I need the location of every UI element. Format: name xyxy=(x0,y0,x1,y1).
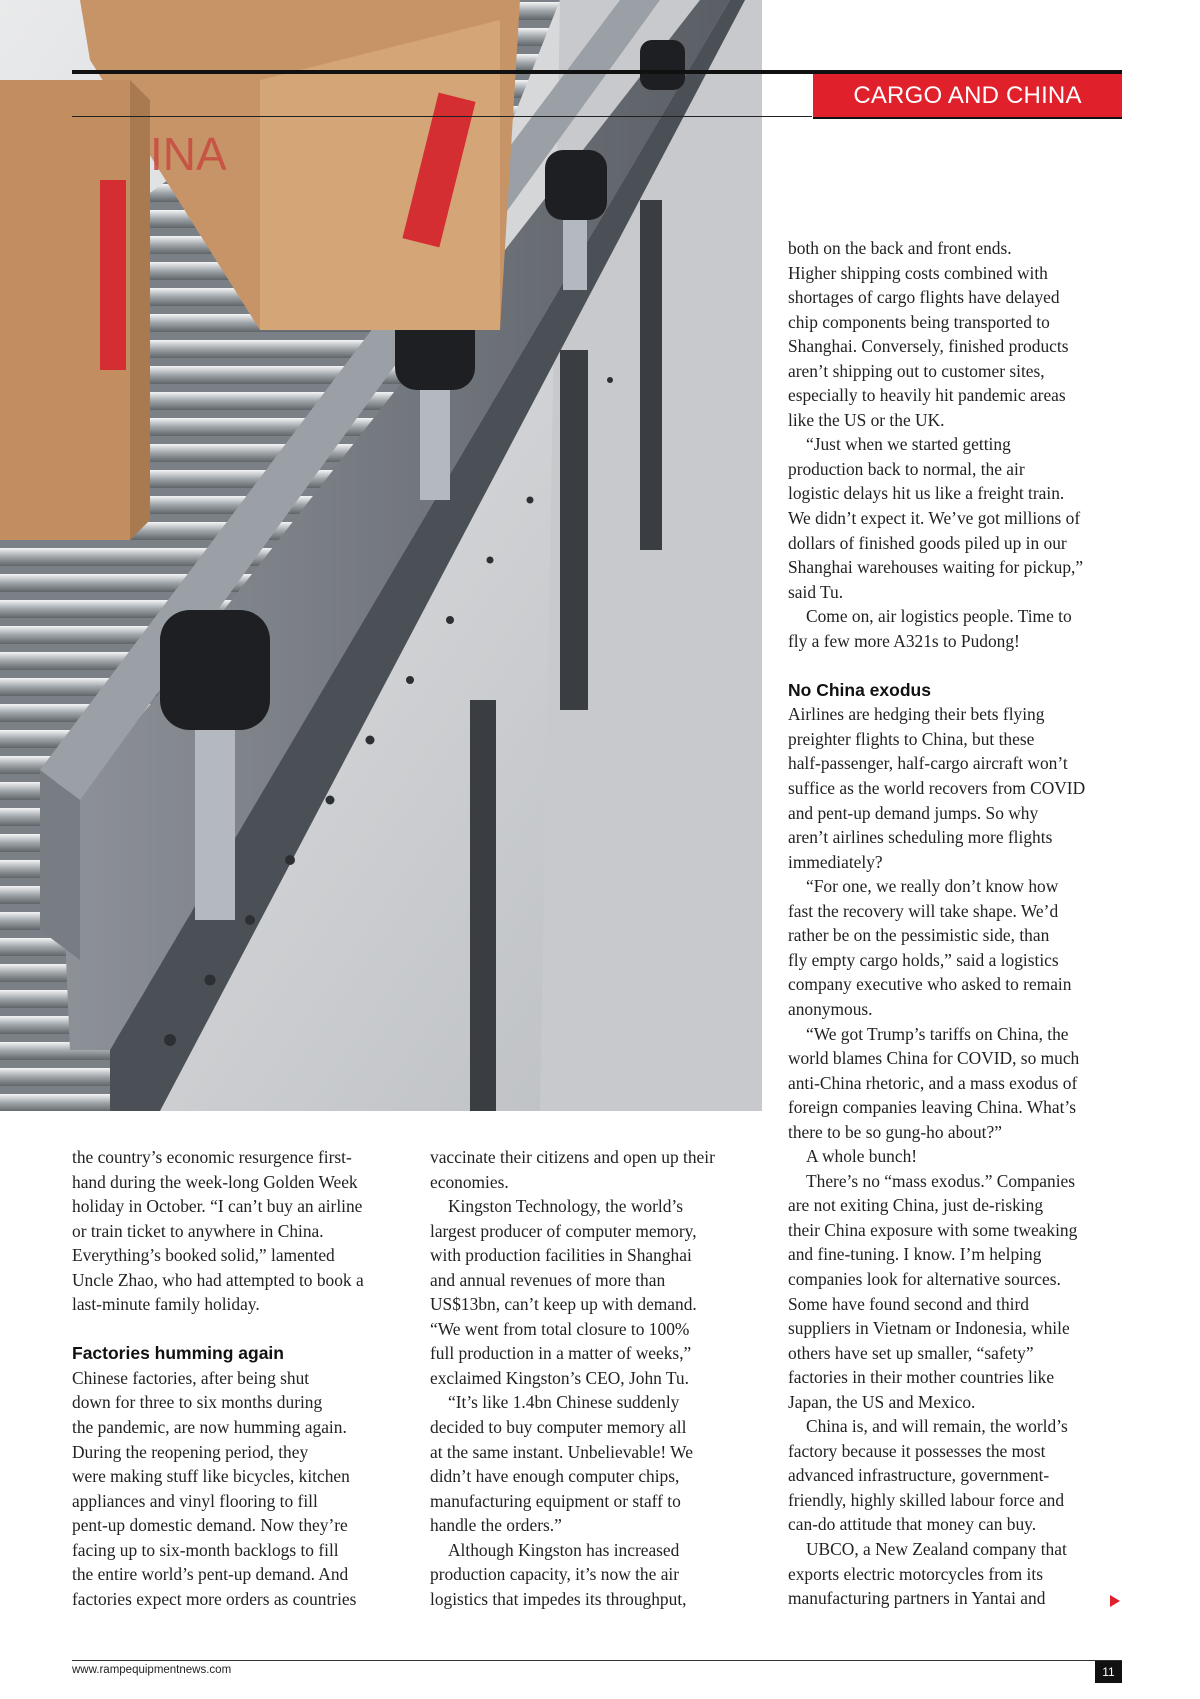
text-line: fly empty cargo holds,” said a logistics xyxy=(788,949,1059,970)
conveyor-photo xyxy=(0,0,762,1111)
subheading: Factories humming again xyxy=(72,1343,284,1364)
text-line: there to be so gung-ho about?” xyxy=(788,1121,1002,1142)
text-line: like the US or the UK. xyxy=(788,409,945,430)
text-line: with production facilities in Shanghai xyxy=(430,1245,692,1266)
text-line: foreign companies leaving China. What’s xyxy=(788,1097,1076,1118)
text-line: “It’s like 1.4bn Chinese suddenly xyxy=(448,1392,680,1413)
text-line: and fine-tuning. I know. I’m helping xyxy=(788,1244,1042,1265)
article-column-2 xyxy=(430,1145,760,1611)
text-line: facing up to six-month backlogs to fill xyxy=(72,1539,339,1560)
text-line: both on the back and front ends. xyxy=(788,238,1012,258)
article-column-3 xyxy=(788,236,1118,1611)
text-line: at the same instant. Unbelievable! We xyxy=(430,1441,693,1462)
text-line: Higher shipping costs combined with xyxy=(788,262,1048,283)
paragraph xyxy=(788,236,1118,432)
text-line: factories in their mother countries like xyxy=(788,1367,1055,1388)
text-line: factories expect more orders as countries xyxy=(72,1588,357,1609)
text-line: and annual revenues of more than xyxy=(430,1269,666,1290)
text-line: A whole bunch! xyxy=(806,1146,918,1167)
text-line: holiday in October. “I can’t buy an airline xyxy=(72,1196,363,1217)
text-line: Shanghai. Conversely, finished products xyxy=(788,336,1069,357)
paragraph xyxy=(788,1169,1118,1414)
text-line: US$13bn, can’t keep up with demand. xyxy=(430,1294,697,1315)
paragraph xyxy=(72,1145,402,1317)
section-label: CARGO AND CHINA xyxy=(813,74,1122,119)
text-line: down for three to six months during xyxy=(72,1392,323,1413)
text-line: anti-China rhetoric, and a mass exodus of xyxy=(788,1072,1078,1093)
text-line: fly a few more A321s to Pudong! xyxy=(788,630,1020,651)
text-line: the entire world’s pent-up demand. And xyxy=(72,1564,349,1585)
text-line: Come on, air logistics people. Time to xyxy=(806,606,1072,627)
paragraph xyxy=(788,1022,1118,1145)
text-line: companies look for alternative sources. xyxy=(788,1268,1061,1289)
text-line: manufacturing partners in Yantai and xyxy=(788,1588,1046,1609)
text-line: During the reopening period, they xyxy=(72,1441,309,1462)
text-line: aren’t airlines scheduling more flights xyxy=(788,827,1053,848)
paragraph xyxy=(788,702,1118,874)
text-line: Airlines are hedging their bets flying xyxy=(788,704,1045,725)
text-line: didn’t have enough computer chips, xyxy=(430,1466,680,1487)
text-line: suffice as the world recovers from COVID xyxy=(788,778,1086,799)
text-line: pent-up domestic demand. Now they’re xyxy=(72,1515,348,1536)
text-line: advanced infrastructure, government- xyxy=(788,1465,1050,1486)
text-line: half-passenger, half-cargo aircraft won’t xyxy=(788,753,1068,774)
subheading: No China exodus xyxy=(788,679,931,700)
text-line: There’s no “mass exodus.” Companies xyxy=(806,1170,1076,1191)
text-line: last-minute family holiday. xyxy=(72,1294,260,1315)
text-line: chip components being transported to xyxy=(788,311,1050,332)
text-line: “For one, we really don’t know how xyxy=(806,876,1059,897)
text-line: hand during the week-long Golden Week xyxy=(72,1171,358,1192)
text-line: We didn’t expect it. We’ve got millions of xyxy=(788,508,1081,529)
text-line: fast the recovery will take shape. We’d xyxy=(788,900,1059,921)
paragraph xyxy=(430,1145,760,1194)
text-line: China is, and will remain, the world’s xyxy=(806,1416,1068,1437)
paragraph xyxy=(788,604,1118,653)
article-column-1 xyxy=(72,1145,402,1611)
text-line: and pent-up demand jumps. So why xyxy=(788,802,1039,823)
text-line: are not exiting China, just de-risking xyxy=(788,1195,1044,1216)
text-line: production back to normal, the air xyxy=(788,458,1025,479)
text-line: the country’s economic resurgence first- xyxy=(72,1147,352,1167)
text-line: manufacturing equipment or staff to xyxy=(430,1490,681,1511)
text-line: said Tu. xyxy=(788,581,844,602)
paragraph xyxy=(788,1414,1118,1537)
text-line: exclaimed Kingston’s CEO, John Tu. xyxy=(430,1367,689,1388)
text-line: anonymous. xyxy=(788,998,873,1019)
text-line: aren’t shipping out to customer sites, xyxy=(788,360,1045,381)
page-number: 11 xyxy=(1095,1661,1122,1683)
paragraph xyxy=(788,432,1118,604)
text-line: their China exposure with some tweaking xyxy=(788,1219,1078,1240)
text-line: Everything’s booked solid,” lamented xyxy=(72,1245,335,1266)
text-line: Although Kingston has increased xyxy=(448,1539,680,1560)
paragraph xyxy=(788,1537,1118,1611)
text-line: especially to heavily hit pandemic areas xyxy=(788,385,1066,406)
text-line: handle the orders.” xyxy=(430,1515,562,1536)
text-line: decided to buy computer memory all xyxy=(430,1417,687,1438)
text-line: Japan, the US and Mexico. xyxy=(788,1391,976,1412)
paragraph xyxy=(72,1366,402,1611)
text-line: factory because it possesses the most xyxy=(788,1440,1046,1461)
paragraph xyxy=(788,874,1118,1021)
paragraph xyxy=(430,1538,760,1612)
footer-url: www.rampequipmentnews.com xyxy=(72,1664,232,1676)
text-line: logistics that impedes its throughput, xyxy=(430,1588,687,1609)
header-thin-rule xyxy=(72,116,812,117)
text-line: were making stuff like bicycles, kitchen xyxy=(72,1466,350,1487)
text-line: logistic delays hit us like a freight train. xyxy=(788,483,1065,504)
text-line: preighter flights to China, but these xyxy=(788,728,1035,749)
text-line: Shanghai warehouses waiting for pickup,” xyxy=(788,557,1084,578)
text-line: Chinese factories, after being shut xyxy=(72,1367,310,1388)
paragraph xyxy=(788,1144,1118,1169)
text-line: suppliers in Vietnam or Indonesia, while xyxy=(788,1318,1070,1339)
text-line: production capacity, it’s now the air xyxy=(430,1564,680,1585)
text-line: Kingston Technology, the world’s xyxy=(448,1196,683,1217)
text-line: rather be on the pessimistic side, than xyxy=(788,925,1050,946)
text-line: vaccinate their citizens and open up their xyxy=(430,1147,715,1167)
text-line: full production in a matter of weeks,” xyxy=(430,1343,692,1364)
text-line: largest producer of computer memory, xyxy=(430,1220,697,1241)
text-line: Uncle Zhao, who had attempted to book a xyxy=(72,1269,364,1290)
text-line: immediately? xyxy=(788,851,883,872)
text-line: shortages of cargo flights have delayed xyxy=(788,287,1060,308)
text-line: world blames China for COVID, so much xyxy=(788,1048,1080,1069)
text-line: the pandemic, are now humming again. xyxy=(72,1417,347,1438)
text-line: “We went from total closure to 100% xyxy=(430,1318,690,1339)
text-line: Some have found second and third xyxy=(788,1293,1029,1314)
text-line: friendly, highly skilled labour force and xyxy=(788,1489,1065,1510)
continued-arrow-icon xyxy=(1110,1595,1120,1607)
text-line: appliances and vinyl flooring to fill xyxy=(72,1490,318,1511)
text-line: UBCO, a New Zealand company that xyxy=(806,1538,1067,1559)
text-line: can-do attitude that money can buy. xyxy=(788,1514,1037,1535)
text-line: dollars of finished goods piled up in our xyxy=(788,532,1067,553)
svg-text:INA: INA xyxy=(150,128,227,180)
paragraph xyxy=(430,1194,760,1390)
text-line: or train ticket to anywhere in China. xyxy=(72,1220,324,1241)
text-line: economies. xyxy=(430,1171,509,1192)
text-line: “We got Trump’s tariffs on China, the xyxy=(806,1023,1069,1044)
text-line: company executive who asked to remain xyxy=(788,974,1072,995)
paragraph xyxy=(430,1390,760,1537)
footer-rule xyxy=(72,1660,1122,1661)
text-line: “Just when we started getting xyxy=(806,434,1011,455)
text-line: others have set up smaller, “safety” xyxy=(788,1342,1034,1363)
text-line: exports electric motorcycles from its xyxy=(788,1563,1043,1584)
